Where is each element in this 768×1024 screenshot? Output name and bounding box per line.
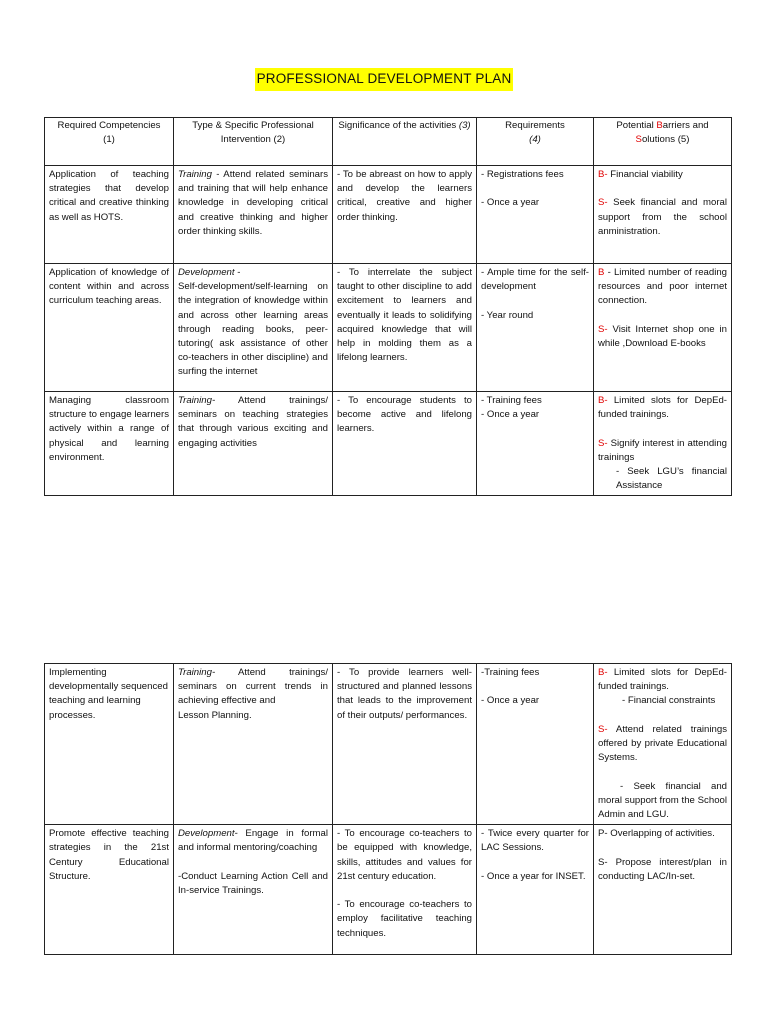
table-row: [45, 264, 732, 392]
barriers-cell: B - Limited number of reading resources and poor internet connection. S- Visit Internet shop one in while ,Download E-books: [594, 264, 732, 392]
requirements-cell: - Twice every quarter for LAC Sessions. - Once a year for INSET.: [477, 825, 594, 955]
intervention-cell: Training- Attend trainings/ seminars on teaching strategies that through various exciting and engaging activities: [174, 392, 333, 496]
plan-table-2: [44, 663, 732, 955]
page-title: PROFESSIONAL DEVELOPMENT PLAN: [255, 68, 514, 91]
table-row: [45, 166, 732, 264]
significance-cell: - To encourage co-teachers to be equipped with knowledge, skills, attitudes and values for 21st century education. - To encourage co-teachers to employ facilitative teaching techniques.: [333, 825, 477, 955]
competency-cell: Promote effective teaching strategies in the 21st Century Educational Structure.: [45, 825, 174, 955]
requirements-cell: -Training fees - Once a year: [477, 664, 594, 825]
plan-table-1: [44, 117, 732, 496]
significance-cell: - To encourage students to become active and lifelong learners.: [333, 392, 477, 496]
competency-cell: Application of teaching strategies that develop critical and creative thinking as well as HOTS.: [45, 166, 174, 264]
intervention-cell: Training - Attend related seminars and training that will help enhance knowledge in developing critical and creative thinking and higher order thinking skills.: [174, 166, 333, 264]
requirements-cell: - Registrations fees - Once a year: [477, 166, 594, 264]
barriers-cell: B- Financial viability S- Seek financial and moral support from the school anministration.: [594, 166, 732, 264]
requirements-cell: - Training fees - Once a year: [477, 392, 594, 496]
requirements-cell: - Ample time for the self-development - Year round: [477, 264, 594, 392]
header-row: [45, 118, 732, 166]
significance-cell: - To be abreast on how to apply and develop the learners critical, creative and higher order thinking.: [333, 166, 477, 264]
significance-cell: - To interrelate the subject taught to other discipline to add excitement to learners and eventually it leads to solidifying acquired knowledge that will help in molding them as a lifelong learners.: [333, 264, 477, 392]
intervention-cell: Development - Self-development/self-learning on the integration of knowledge within and across other learning areas through reading books, peer- tutoring( ask assistance of other co-teachers in other discipline) and surfing the internet: [174, 264, 333, 392]
header-competencies: Required Competencies (1): [45, 118, 174, 166]
header-significance: Significance of the activities (3): [333, 118, 477, 166]
barriers-cell: B- Limited slots for DepEd-funded trainings. - Financial constraints S- Attend related trainings offered by private Educational Systems. - Seek financial and moral support from the School Admin and LGU.: [594, 664, 732, 825]
competency-cell: Implementing developmentally sequenced teaching and learning processes.: [45, 664, 174, 825]
competency-cell: Application of knowledge of content within and across curriculum teaching areas.: [45, 264, 174, 392]
header-barriers-solutions: Potential Barriers and Solutions (5): [594, 118, 732, 166]
table-row: [45, 392, 732, 496]
barriers-cell: B- Limited slots for DepEd-funded trainings. S- Signify interest in attending trainings - Seek LGU’s financial Assistance: [594, 392, 732, 496]
table-row: [45, 664, 732, 825]
title-wrapper: [0, 68, 768, 91]
table-row: [45, 825, 732, 955]
intervention-cell: Training- Attend trainings/ seminars on current trends in achieving effective and Lesson Planning.: [174, 664, 333, 825]
significance-cell: - To provide learners well-structured and planned lessons that leads to the improvement of their outputs/ performances.: [333, 664, 477, 825]
competency-cell: Managing classroom structure to engage learners actively within a range of physical and learning environment.: [45, 392, 174, 496]
header-intervention: Type & Specific Professional Intervention (2): [174, 118, 333, 166]
header-requirements: Requirements (4): [477, 118, 594, 166]
barriers-cell: P- Overlapping of activities. S- Propose interest/plan in conducting LAC/In-set.: [594, 825, 732, 955]
intervention-cell: Development- Engage in formal and informal mentoring/coaching -Conduct Learning Action Cell and In-service Trainings.: [174, 825, 333, 955]
